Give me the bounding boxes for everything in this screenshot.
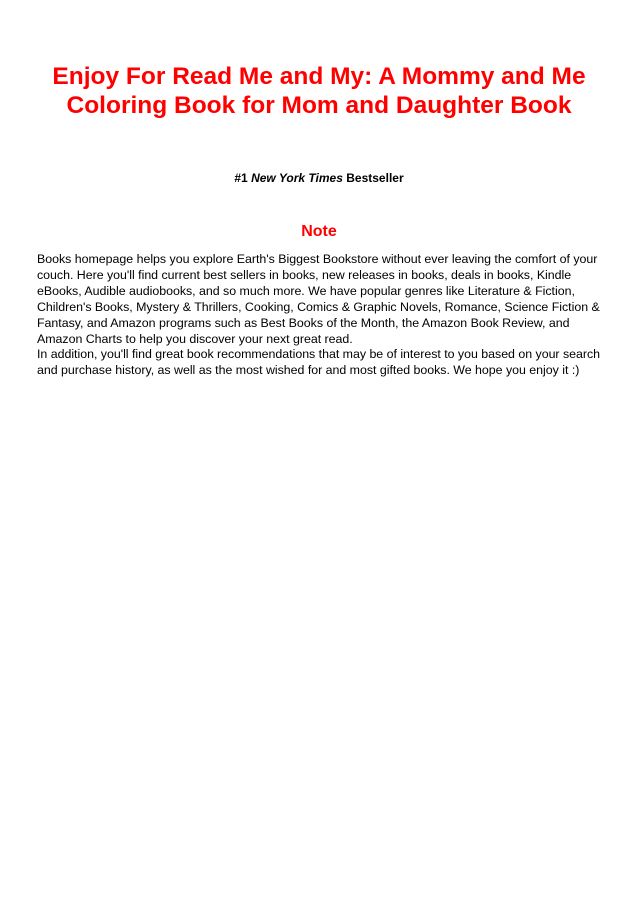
bestseller-rank: #1 xyxy=(234,171,248,185)
bestseller-line xyxy=(0,171,638,186)
note-paragraph: In addition, you'll find great book recommendations that may be of interest to you based on your search and purchase history, as well as the most wished for and most gifted books. We hope you enjoy it :) xyxy=(37,347,601,378)
bestseller-publication: New York Times xyxy=(251,171,343,185)
note-heading: Note xyxy=(301,223,337,240)
book-title: Enjoy For Read Me and My: A Mommy and Me Coloring Book for Mom and Daughter Book xyxy=(52,63,586,119)
note-body xyxy=(37,252,609,379)
bestseller-label: Bestseller xyxy=(346,171,404,185)
note-paragraph: Books homepage helps you explore Earth's Biggest Bookstore without ever leaving the comfort of your couch. Here you'll find current best sellers in books, new releases in books, deals in books, Kindle eBooks, Audible audiobooks, and so much more. We have popular genres like Literature & Fiction, Children's Books, Mystery & Thrillers, Cooking, Comics & Graphic Novels, Romance, Science Fiction & Fantasy, and Amazon programs such as Best Books of the Month, the Amazon Book Review, and Amazon Charts to help you discover your next great read. xyxy=(37,252,600,346)
